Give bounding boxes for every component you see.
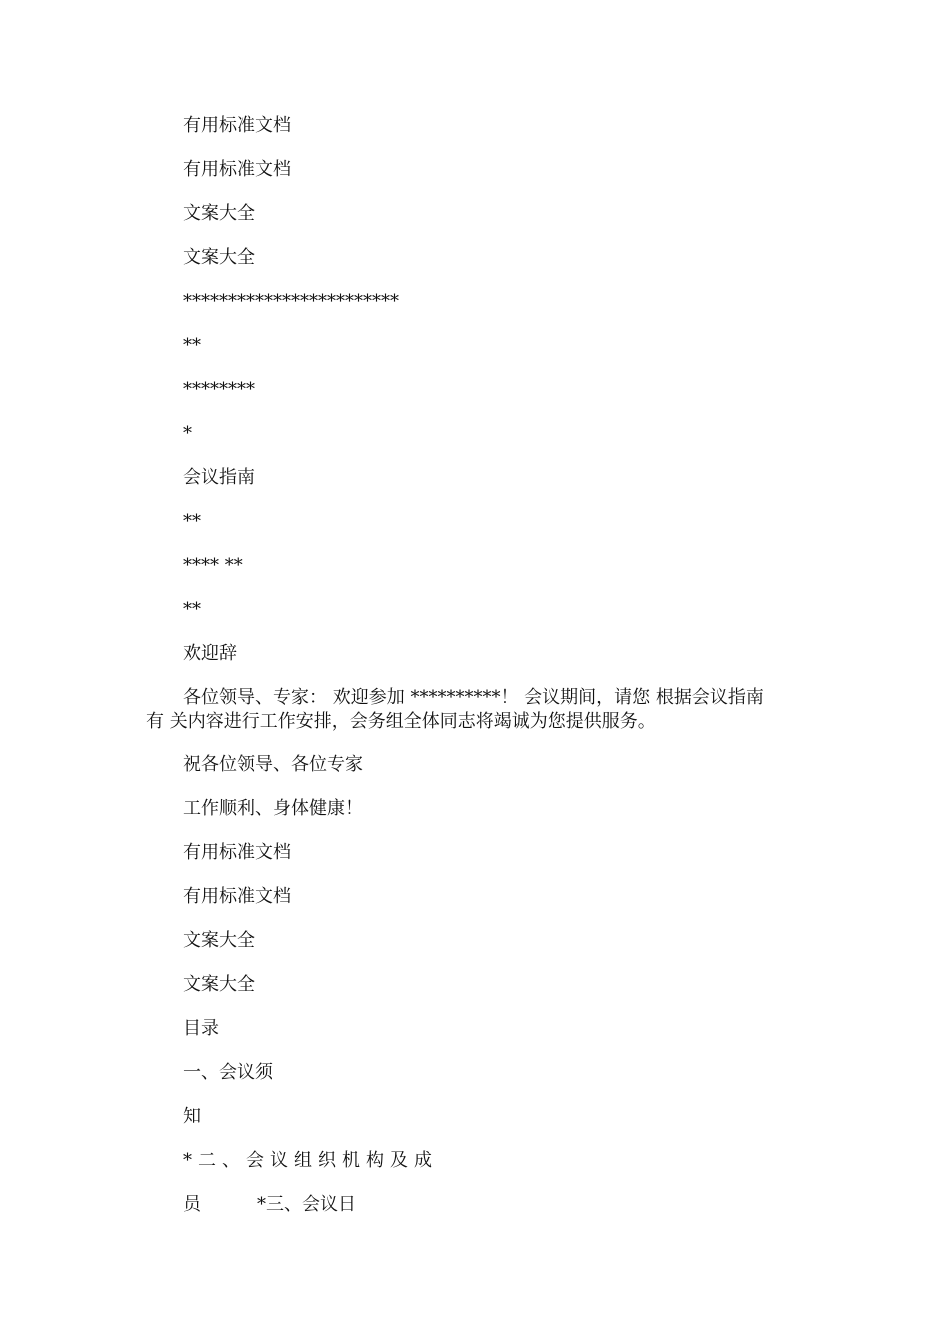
welcome-paragraph-line: 各位领导、专家： 欢迎参加 **********！ 会议期间，请您 根据会议指南 [183,687,764,708]
header-text: 有用标准文档 [183,115,291,136]
header-text: 有用标准文档 [183,886,291,907]
welcome-paragraph [146,686,806,734]
masked-text: ** [183,599,201,620]
welcome-paragraph-line: 有 关内容进行工作安排，会务组全体同志将竭诚为您提供服务。 [146,711,656,732]
welcome-heading: 欢迎辞 [183,643,237,664]
wish-text: 工作顺利、身体健康！ [183,798,363,819]
masked-text: ************************ [183,291,399,312]
toc-item: *三、会议日 [257,1194,356,1215]
header-text: 文案大全 [183,974,255,995]
masked-text: ******** [183,379,255,400]
guide-title: 会议指南 [183,467,255,488]
toc-item-row [183,1194,356,1216]
header-text: 文案大全 [183,247,255,268]
toc-item: 知 [183,1106,201,1127]
header-text: 文案大全 [183,930,255,951]
header-text: 文案大全 [183,203,255,224]
toc-item: 员 [183,1194,201,1215]
wish-text: 祝各位领导、各位专家 [183,754,363,775]
masked-text: ** [183,335,201,356]
header-text: 有用标准文档 [183,159,291,180]
masked-text: ** [183,511,201,532]
masked-text: **** ** [183,555,243,576]
header-text: 有用标准文档 [183,842,291,863]
masked-text: * [183,423,192,444]
toc-title: 目录 [183,1018,219,1039]
toc-item: *二、会议组织机构及成 [183,1150,438,1171]
toc-item: 一、会议须 [183,1062,273,1083]
